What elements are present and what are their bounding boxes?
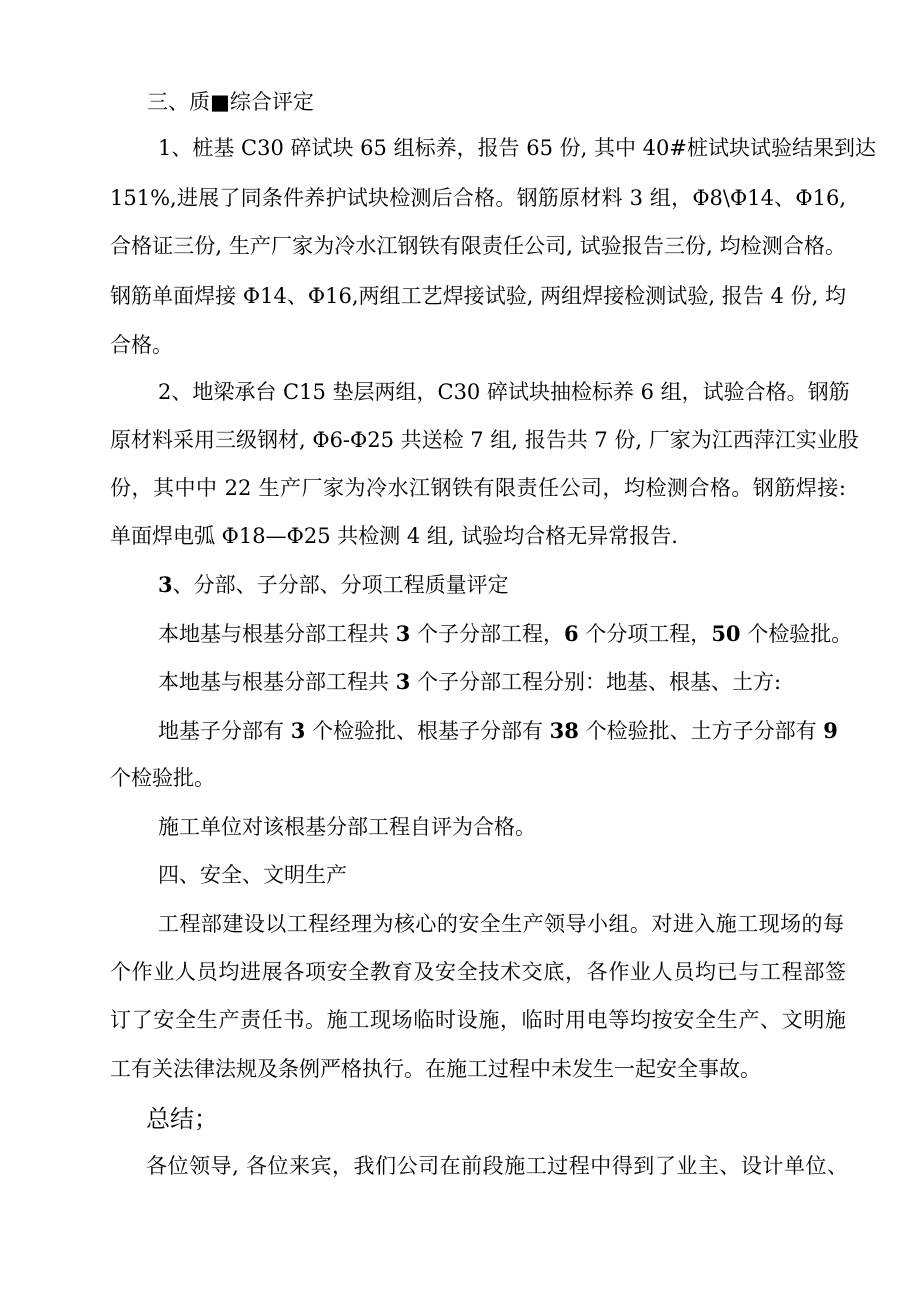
paragraph-line: 订了安全生产责任书。施工现场临时设施，临时用电等均按安全生产、文明施: [110, 1008, 846, 1032]
paragraph-line: 1、桩基 C30 碎试块 65 组标养，报告 65 份, 其中 40#桩试块试验结果到达: [158, 136, 876, 160]
paragraph-line: 工程部建设以工程经理为核心的安全生产领导小组。对进入施工现场的每: [158, 912, 844, 936]
section-4-title: 四、安全、文明生产: [158, 863, 347, 887]
paragraph-line: 单面焊电弧 Φ18—Φ25 共检测 4 组, 试验均合格无异常报告.: [110, 524, 678, 548]
paragraph-line: 施工单位对该根基分部工程自评为合格。: [158, 815, 536, 839]
paragraph-line: 本地基与根基分部工程共 3 个子分部工程分别：地基、根基、土方:: [158, 669, 782, 694]
paragraph-line: 各位领导, 各位来宾，我们公司在前段施工过程中得到了业主、设计单位、: [146, 1154, 848, 1178]
paragraph-line: 工有关法律法规及条例严格执行。在施工过程中未发生一起安全事故。: [110, 1057, 761, 1081]
paragraph-line: 份，其中中 22 生产厂家为冷水江钢铁有限责任公司，均检测合格。钢筋焊接:: [110, 476, 846, 500]
paragraph-line: 合格证三份, 生产厂家为冷水江钢铁有限责任公司, 试验报告三份, 均检测合格。: [110, 234, 846, 258]
paragraph-line: 合格。: [110, 333, 173, 357]
paragraph-line: 本地基与根基分部工程共 3 个子分部工程，6 个分项工程，50 个检验批。: [158, 621, 853, 646]
subsection-title: 3、分部、子分部、分项工程质量评定: [158, 572, 509, 597]
paragraph-line: 地基子分部有 3 个检验批、根基子分部有 38 个检验批、土方子分部有 9: [158, 718, 838, 743]
paragraph-line: 151%,进展了同条件养护试块检测后合格。钢筋原材料 3 组，Φ8\Φ14、Φ16,: [110, 186, 846, 210]
paragraph-line: 2、地梁承台 C15 垫层两组，C30 碎试块抽检标养 6 组，试验合格。钢筋: [158, 380, 850, 404]
paragraph-line: 钢筋单面焊接 Φ14、Φ16,两组工艺焊接试验, 两组焊接检测试验, 报告 4 份, 均: [110, 284, 846, 308]
paragraph-line: 个检验批。: [110, 766, 215, 790]
section-3-title: 三、质■综合评定: [147, 90, 314, 114]
paragraph-line: 个作业人员均进展各项安全教育及安全技术交底，各作业人员均已与工程部签: [110, 960, 846, 984]
paragraph-line: 原材料采用三级钢材, Φ6-Φ25 共送检 7 组, 报告共 7 份, 厂家为江西萍江实业股: [110, 428, 859, 452]
summary-title: 总结；: [146, 1105, 218, 1133]
